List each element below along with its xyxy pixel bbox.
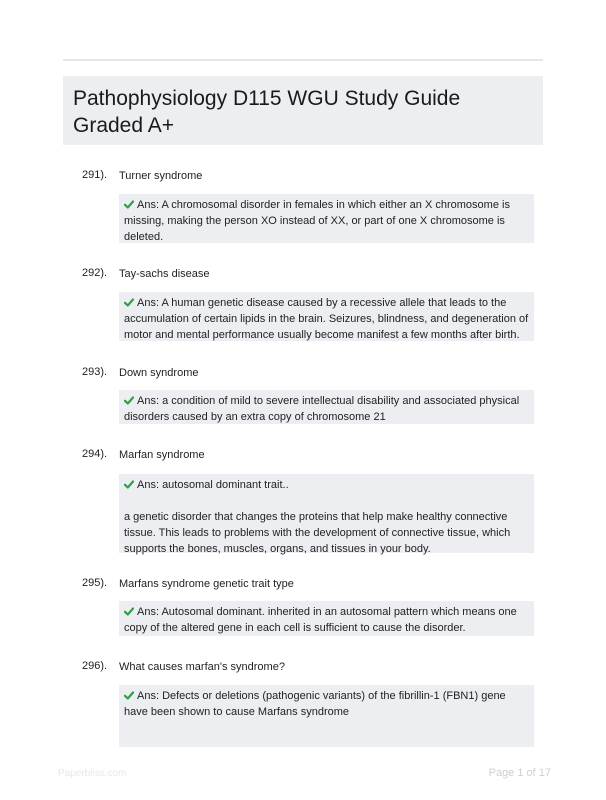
checkmark-icon — [124, 298, 134, 307]
question-number: 292). — [82, 267, 108, 279]
answer-box — [119, 390, 534, 424]
checkmark-icon — [124, 607, 134, 616]
answer-text: Ans: a condition of mild to severe intellectual disability and associated physical disorders caused by an extra copy of chromosome 21 — [124, 395, 520, 423]
question-text: What causes marfan's syndrome? — [119, 661, 285, 673]
answer-box — [119, 685, 534, 747]
answer-text: Ans: Autosomal dominant. inherited in an autosomal pattern which means one copy of the altered gene in each cell is sufficient to cause the disorder. — [124, 606, 517, 634]
title-banner — [63, 76, 543, 145]
page-number: Page 1 of 17 — [488, 767, 551, 779]
answer-text: Ans: autosomal dominant trait.. — [137, 479, 289, 491]
top-divider — [63, 59, 543, 61]
footer-site: Paperbliss.com — [58, 768, 127, 779]
answer-box — [119, 292, 534, 341]
answer-box — [119, 194, 534, 243]
checkmark-icon — [124, 691, 134, 700]
question-text: Turner syndrome — [119, 170, 203, 182]
page-title: Pathophysiology D115 WGU Study Guide Graded A+ — [73, 87, 461, 137]
question-number: 294). — [82, 448, 108, 460]
question-number: 296). — [82, 660, 108, 672]
checkmark-icon — [124, 200, 134, 209]
question-number: 295). — [82, 577, 108, 589]
answer-text: Ans: A chromosomal disorder in females in which either an X chromosome is missing, making the person XO instead of XX, or part of one X chromosome is deleted. — [124, 199, 510, 243]
question-text: Marfans syndrome genetic trait type — [119, 578, 294, 590]
answer-text: Ans: Defects or deletions (pathogenic variants) of the fibrillin-1 (FBN1) gene have been shown to cause Marfans syndrome — [124, 690, 506, 718]
question-text: Tay-sachs disease — [119, 268, 210, 280]
answer-box — [119, 474, 534, 553]
answer-box — [119, 601, 534, 636]
answer-text: Ans: A human genetic disease caused by a recessive allele that leads to the accumulation of certain lipids in the brain. Seizures, blindness, and degeneration of motor and mental performance usually become manifest a few months after birth. — [124, 297, 529, 341]
checkmark-icon — [124, 480, 134, 489]
question-text: Marfan syndrome — [119, 449, 205, 461]
question-number: 291). — [82, 169, 108, 181]
answer-text: a genetic disorder that changes the proteins that help make healthy connective tissue. This leads to problems with the development of connective tissue, which supports the bones, muscles, organs, and tissues in your body. — [124, 511, 511, 555]
question-number: 293). — [82, 366, 108, 378]
question-text: Down syndrome — [119, 367, 199, 379]
checkmark-icon — [124, 396, 134, 405]
